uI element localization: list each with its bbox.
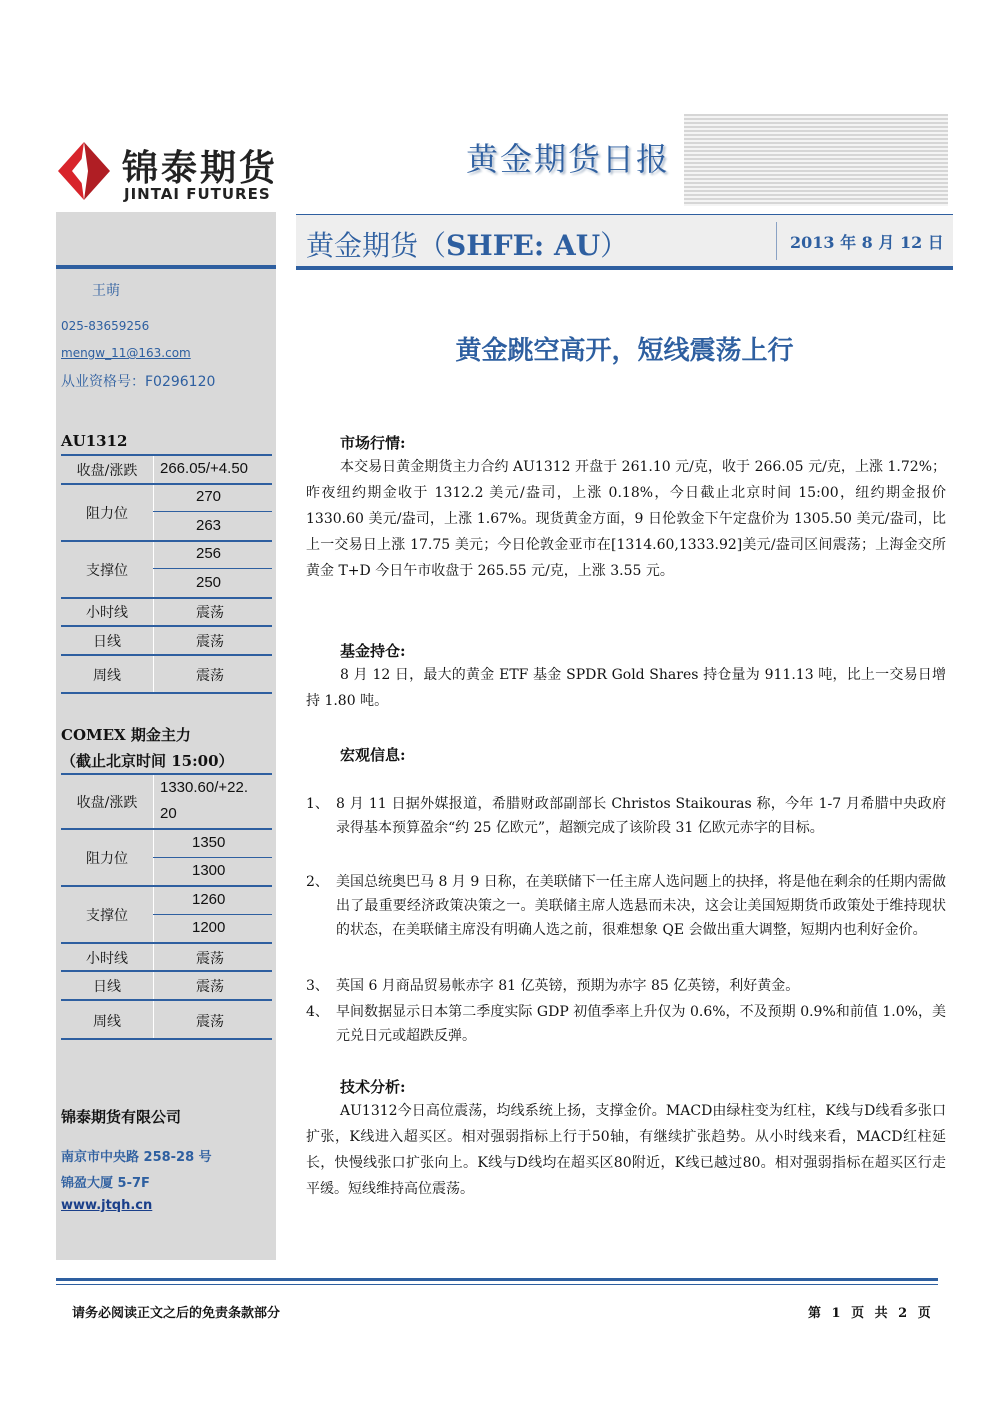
table-rule: [61, 597, 272, 599]
table-rule: [61, 692, 272, 694]
fund-paragraph: 8 月 12 日，最大的黄金 ETF 基金 SPDR Gold Shares 持仓量为 911.13 吨，比上一交易日增持 1.80 吨。: [306, 667, 946, 709]
table-rule: [61, 1038, 272, 1040]
title-bar-divider: [776, 222, 777, 260]
macro-item-text: 早间数据显示日本第二季度实际 GDP 初值季率上升仅为 0.6%，不及预期 0.9%和前值 1.0%，美元兑日元或超跌反弹。: [336, 1004, 946, 1044]
jintai-logo-icon: [58, 142, 110, 200]
comex-support-2: 1200: [192, 919, 226, 936]
macro-item-number: 2、: [306, 874, 329, 890]
comex-weekly-label: 周线: [93, 1014, 121, 1030]
au-resistance-2: 263: [196, 517, 222, 534]
au-table-title: AU1312: [61, 432, 128, 450]
table-rule: [153, 857, 272, 858]
logo-chinese-name: 锦泰期货: [122, 148, 279, 189]
au-resistance-1: 270: [196, 488, 222, 505]
market-heading: 市场行情:: [340, 434, 406, 452]
table-rule: [153, 511, 272, 512]
table-rule: [61, 942, 272, 944]
table-rule: [153, 568, 272, 569]
au-hourly-label: 小时线: [86, 605, 128, 621]
comex-close-label: 收盘/涨跌: [76, 795, 138, 811]
comex-weekly-value: 震荡: [196, 1014, 224, 1030]
table-column-divider: [153, 456, 154, 694]
analyst-name: 王萌: [92, 283, 120, 299]
company-name: 锦泰期货有限公司: [61, 1108, 182, 1126]
footer-disclaimer: 请务必阅读正文之后的免责条款部分: [72, 1306, 281, 1321]
comex-daily-label: 日线: [93, 979, 121, 995]
macro-item-text: 英国 6 月商品贸易帐赤字 81 亿英镑，预期为赤字 85 亿英镑，利好黄金。: [336, 978, 800, 994]
comex-resistance-label: 阻力位: [86, 851, 128, 867]
au-daily-label: 日线: [93, 634, 121, 650]
table-rule: [61, 970, 272, 972]
footer-page-number: 第 1 页 共 2 页: [808, 1306, 934, 1321]
table-rule: [61, 625, 272, 627]
company-website-link[interactable]: www.jtqh.cn: [61, 1198, 153, 1213]
table-rule: [61, 654, 272, 656]
technical-paragraph: AU1312今日高位震荡，均线系统上扬，支撑金价。MACD由绿柱变为红柱，K线与D线看多张口扩张，K线进入超买区。相对强弱指标上行于50轴，有继续扩张趋势。从小时线来看，MACD红柱延长，快慢线张口扩张向上。K线与D线均在超买区80附近，K线已越过80。相对强弱指标在超买区行走平缓。短线维持高位震荡。: [306, 1103, 946, 1197]
au-support-label: 支撑位: [86, 563, 128, 579]
macro-item-number: 4、: [306, 1004, 329, 1020]
footer-rule: [56, 1278, 938, 1281]
footer-rule-thin: [56, 1284, 938, 1285]
table-rule: [153, 914, 272, 915]
product-title-underline: [296, 266, 953, 270]
analyst-phone: 025-83659256: [61, 319, 150, 333]
comex-hourly-label: 小时线: [86, 951, 128, 967]
au-weekly-value: 震荡: [196, 668, 224, 684]
table-rule: [61, 773, 272, 775]
table-rule: [61, 540, 272, 542]
header-stripes: [684, 114, 948, 206]
comex-hourly-value: 震荡: [196, 951, 224, 967]
table-rule: [61, 454, 272, 456]
company-address-line2: 锦盈大厦 5-7F: [61, 1176, 150, 1191]
report-title: 黄金期货日报: [466, 140, 671, 178]
macro-item: [306, 870, 946, 942]
product-title: 黄金期货（SHFE: AU）: [306, 229, 629, 262]
market-paragraph: 本交易日黄金期货主力合约 AU1312 开盘于 261.10 元/克，收于 266.05 元/克，上涨 1.72%；昨夜纽约期金收于 1312.2 美元/盎司，上涨 0.18%，今日截止北京时间 15:00，纽约期金报价 1330.60 美元/盎司，上涨 1.67%。现货黄金方面，9 日伦敦金下午定盘价为 1305.50 美元/盎司，比上一交易日上涨 17.75 美元；今日伦敦金亚市在[1314.60,1333.92]美元/盎司区间震荡；上海金交所黄金 T+D 今日午市收盘于 265.55 元/克，上涨 3.55 元。: [306, 459, 946, 579]
au-weekly-label: 周线: [93, 668, 121, 684]
macro-heading: 宏观信息:: [340, 746, 406, 764]
macro-item-text: 8 月 11 日据外媒报道，希腊财政部副部长 Christos Staikouras 称，今年 1-7 月希腊中央政府录得基本预算盈余“约 25 亿欧元”，超额完成了该阶段 31 亿欧元赤字的目标。: [336, 796, 946, 836]
au-resistance-label: 阻力位: [86, 506, 128, 522]
comex-table-subtitle: （截止北京时间 15:00）: [61, 752, 234, 770]
technical-heading: 技术分析:: [340, 1078, 406, 1096]
logo-english-name: JINTAI FUTURES: [124, 185, 271, 203]
table-rule: [61, 999, 272, 1001]
au-support-2: 250: [196, 574, 222, 591]
macro-item: [306, 792, 946, 840]
comex-resistance-2: 1300: [192, 862, 226, 879]
au-close-value: 266.05/+4.50: [160, 460, 249, 477]
fund-heading: 基金持仓:: [340, 642, 406, 660]
comex-support-1: 1260: [192, 891, 226, 908]
table-rule: [61, 828, 272, 830]
au-hourly-value: 震荡: [196, 605, 224, 621]
table-rule: [61, 885, 272, 887]
report-date: 2013 年 8 月 12 日: [790, 233, 944, 252]
macro-item: [306, 974, 946, 998]
au-support-1: 256: [196, 545, 222, 562]
comex-close-value-line2: 20: [160, 805, 177, 822]
license-number: 从业资格号：F0296120: [61, 374, 216, 390]
table-rule: [61, 483, 272, 485]
macro-item-text: 美国总统奥巴马 8 月 9 日称，在美联储下一任主席人选问题上的抉择，将是他在剩余的任期内需做出了最重要经济政策决策之一。美联储主席人选悬而未决，这会让美国短期货币政策处于维持现状的状态，在美联储主席没有明确人选之前，很难想象 QE 会做出重大调整，短期内也利好金价。: [336, 874, 946, 938]
comex-support-label: 支撑位: [86, 908, 128, 924]
macro-item-number: 3、: [306, 978, 329, 994]
analyst-email-link[interactable]: mengw_11@163.com: [61, 346, 191, 360]
comex-resistance-1: 1350: [192, 834, 226, 851]
comex-close-value-line1: 1330.60/+22.: [160, 779, 249, 796]
sidebar-divider: [56, 265, 276, 269]
au-close-label: 收盘/涨跌: [76, 463, 138, 479]
macro-item: [306, 1000, 946, 1048]
comex-table-title: COMEX 期金主力: [61, 726, 191, 744]
macro-item-number: 1、: [306, 796, 329, 812]
report-headline: 黄金跳空高开，短线震荡上行: [455, 336, 794, 366]
comex-daily-value: 震荡: [196, 979, 224, 995]
au-daily-value: 震荡: [196, 634, 224, 650]
company-address-line1: 南京市中央路 258-28 号: [61, 1150, 212, 1165]
